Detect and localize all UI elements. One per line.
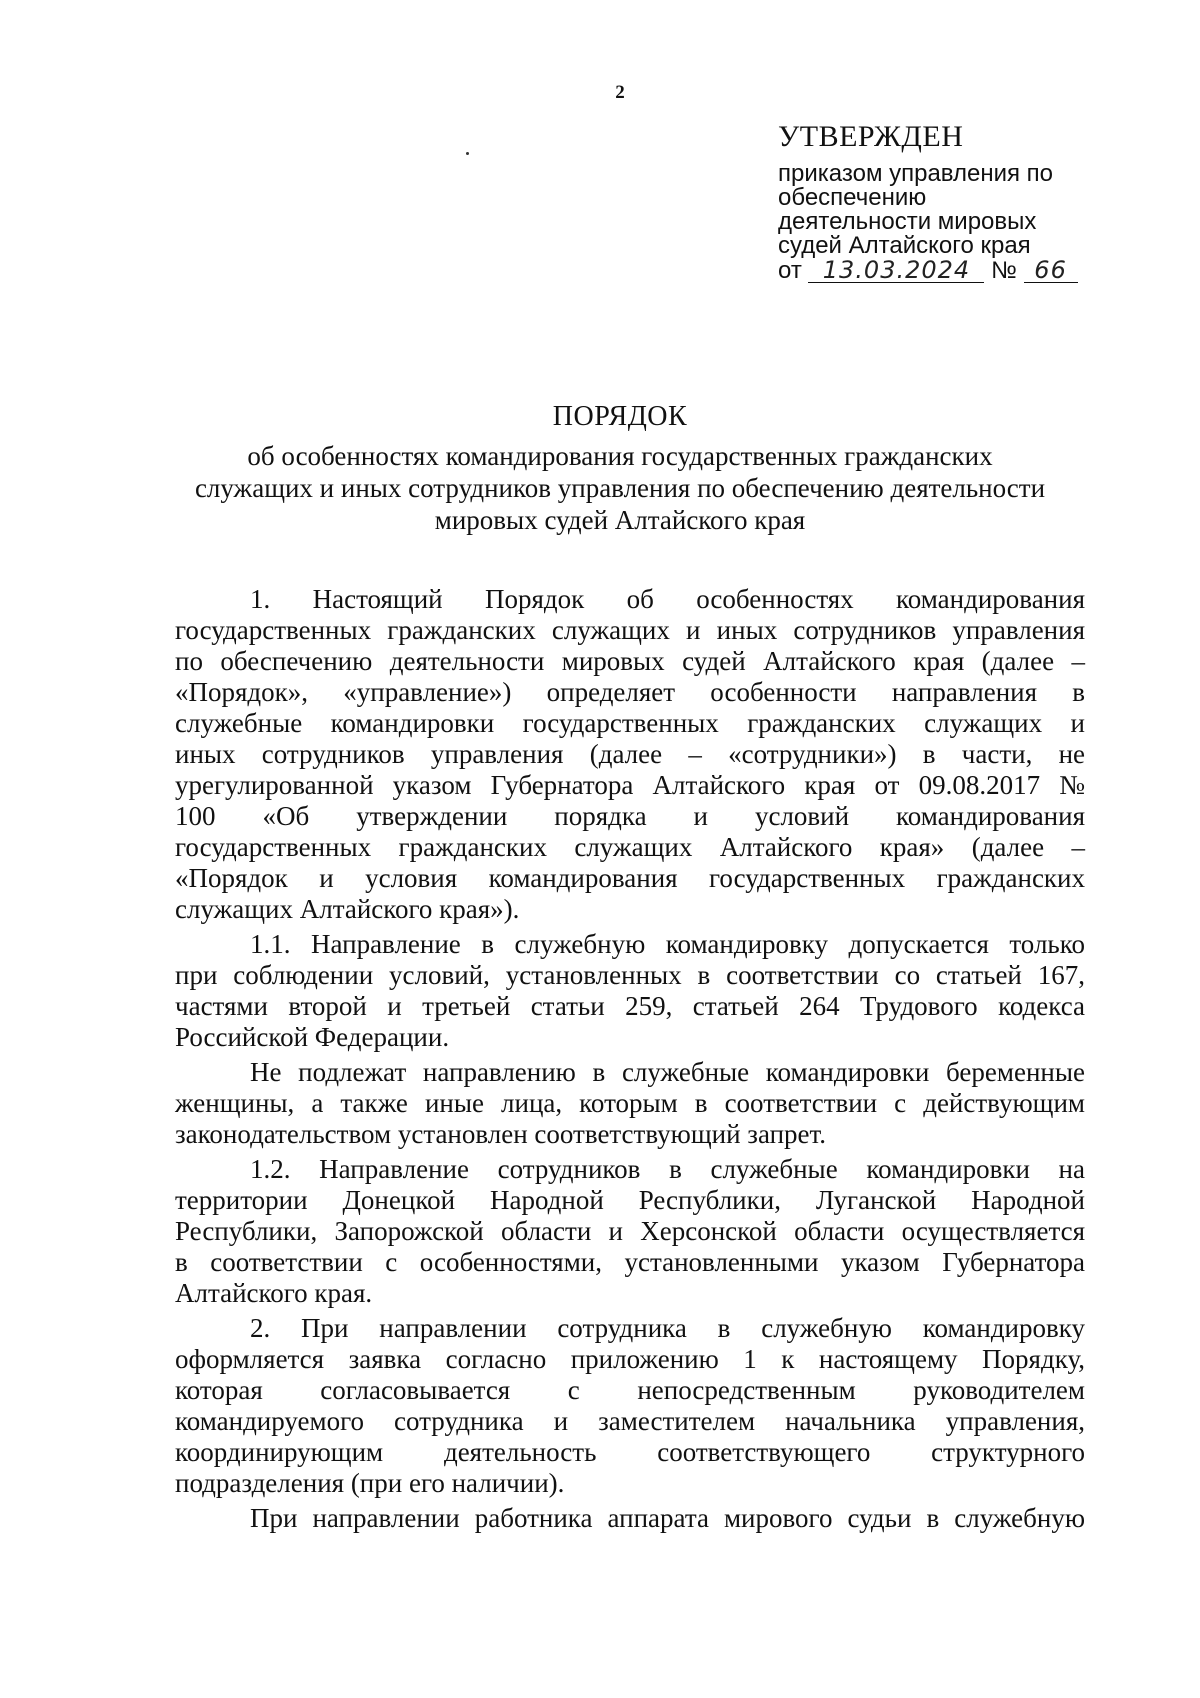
handwritten-date: 13.03.2024	[808, 258, 984, 283]
paragraph-line: иных сотрудников управления (далее – «сотрудники») в части, не	[175, 739, 1085, 769]
paragraph	[175, 1154, 1085, 1309]
paragraph-line: которая согласовывается с непосредственным руководителем	[175, 1375, 1085, 1405]
paragraph	[175, 1503, 1085, 1534]
paragraph-line: территории Донецкой Народной Республики, Луганской Народной	[175, 1185, 1085, 1215]
subtitle-line: служащих и иных сотрудников управления по обеспечению деятельности	[194, 473, 1046, 503]
paragraph-line: «Порядок», «управление») определяет особенности направления в	[175, 677, 1085, 707]
date-prefix: от	[778, 257, 802, 284]
paragraph-line: При направлении работника аппарата мирового судьи в служебную	[250, 1503, 1085, 1533]
paragraph-line: подразделения (при его наличии).	[175, 1468, 565, 1498]
subtitle-line: мировых судей Алтайского края	[434, 505, 806, 535]
paragraph-line: координирующим деятельность соответствующего структурного	[175, 1437, 1085, 1467]
page-number: 2	[615, 82, 625, 103]
scan-speck	[466, 152, 469, 155]
paragraph-line: 2. При направлении сотрудника в служебную командировку	[250, 1313, 1085, 1343]
paragraph	[175, 929, 1085, 1053]
paragraph-line: Российской Федерации.	[175, 1022, 450, 1052]
paragraph-line: Республики, Запорожской области и Херсонской области осуществляется	[175, 1216, 1085, 1246]
paragraph	[175, 1057, 1085, 1150]
approval-stamp-block	[778, 120, 1078, 283]
document-title: ПОРЯДОК	[552, 401, 688, 432]
paragraph-line: служащих Алтайского края»).	[175, 894, 520, 924]
subtitle-line: об особенностях командирования государственных гражданских	[247, 441, 993, 471]
order-date-line	[778, 258, 1078, 283]
paragraph-line: Алтайского края.	[175, 1278, 373, 1308]
approval-line: обеспечению	[778, 184, 927, 211]
document-body	[175, 584, 1085, 1534]
handwritten-number: 66	[1024, 258, 1078, 283]
paragraph-line: государственных гражданских служащих и иных сотрудников управления	[175, 615, 1085, 645]
paragraph-line: государственных гражданских служащих Алтайского края» (далее –	[175, 832, 1085, 862]
paragraph-line: урегулированной указом Губернатора Алтайского края от 09.08.2017 №	[175, 770, 1085, 800]
paragraph-line: при соблюдении условий, установленных в соответствии со статьей 167,	[175, 960, 1085, 990]
paragraph-line: «Порядок и условия командирования государственных гражданских	[175, 863, 1085, 893]
paragraph-line: частями второй и третьей статьи 259, статьей 264 Трудового кодекса	[175, 991, 1085, 1021]
paragraph-line: в соответствии с особенностями, установленными указом Губернатора	[175, 1247, 1085, 1277]
approval-lines	[778, 162, 1078, 283]
approval-heading: УТВЕРЖДЕН	[778, 120, 964, 153]
paragraph-line: служебные командировки государственных гражданских служащих и	[175, 708, 1085, 738]
paragraph	[175, 1313, 1085, 1499]
paragraph-line: 1. Настоящий Порядок об особенностях командирования	[250, 584, 1085, 614]
paragraph-line: Не подлежат направлению в служебные командировки беременные	[250, 1057, 1085, 1087]
approval-line: деятельности мировых	[778, 208, 1037, 235]
paragraph-line: 100 «Об утверждении порядка и условий командирования	[175, 801, 1085, 831]
paragraph-line: по обеспечению деятельности мировых судей Алтайского края (далее –	[175, 646, 1085, 676]
document-subtitle	[170, 440, 1070, 536]
paragraph-line: 1.2. Направление сотрудников в служебные командировки на	[250, 1154, 1085, 1184]
paragraph-line: командируемого сотрудника и заместителем начальника управления,	[175, 1406, 1085, 1436]
approval-line: судей Алтайского края	[778, 232, 1031, 259]
number-sign: №	[991, 257, 1017, 284]
title-block	[170, 400, 1070, 536]
paragraph-line: оформляется заявка согласно приложению 1 к настоящему Порядку,	[175, 1344, 1085, 1374]
paragraph	[175, 584, 1085, 925]
paragraph-line: законодательством установлен соответствующий запрет.	[175, 1119, 827, 1149]
approval-line: приказом управления по	[778, 160, 1054, 187]
paragraph-line: женщины, а также иные лица, которым в соответствии с действующим	[175, 1088, 1085, 1118]
paragraph-line: 1.1. Направление в служебную командировку допускается только	[250, 929, 1085, 959]
